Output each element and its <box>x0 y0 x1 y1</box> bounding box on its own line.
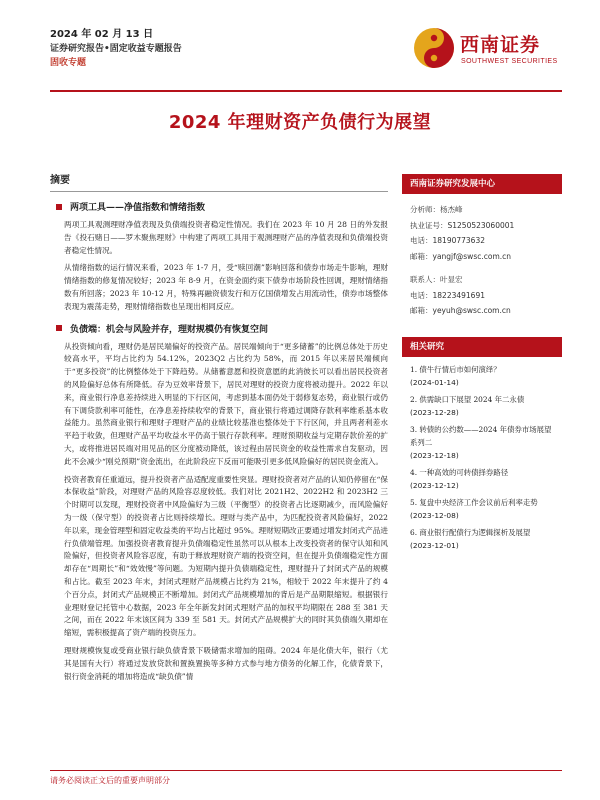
contact-phone: 电话：18223491691 <box>410 290 485 300</box>
related-report-date: (2024-01-14) <box>410 377 459 387</box>
logo-mark-icon <box>412 26 456 70</box>
paragraph: 理财规模恢复或受商业银行缺负债背景下吸储需求增加的阻碍。2024 年是化债大年，银行（尤其是国有大行）将通过发放贷款和置换置换等多种方式参与地方债务的化解工作，化债背景下，银行资金消耗的增加将造成“缺负债”情 <box>64 645 388 681</box>
section-heading-text: 两项工具——净值指数和情绪指数 <box>70 203 206 213</box>
square-bullet-icon <box>56 325 62 331</box>
contact-email[interactable]: 邮箱：yeyuh@swsc.com.cn <box>410 306 511 315</box>
related-report-date: (2023-12-18) <box>410 450 459 460</box>
related-report-date: (2023-12-01) <box>410 540 459 550</box>
analyst-phone: 电话：18190773632 <box>410 236 485 245</box>
related-report-title: 4. 一种高效的可转债择券路径 <box>410 467 509 477</box>
analyst-license: 执业证号：S1250523060001 <box>410 220 515 230</box>
logo-text-en: SOUTHWEST SECURITIES <box>461 58 558 65</box>
section-heading-text: 负债端：机会与风险并存，理财规模仍有恢复空间 <box>70 324 269 335</box>
related-report-title: 5. 复盘中央经济工作会议前后利率走势 <box>410 497 538 507</box>
header-divider <box>50 90 562 92</box>
abstract-divider <box>50 191 388 192</box>
related-report-title: 2. 供需缺口下展望 2024 年二永债 <box>410 394 525 404</box>
related-report-date: (2023-12-12) <box>410 480 459 490</box>
abstract-label: 摘要 <box>50 175 70 186</box>
logo-text-cn: 西南证券 <box>460 34 541 56</box>
related-report-title: 1. 债牛行情后市如何演绎？ <box>410 364 501 374</box>
company-logo <box>412 22 562 76</box>
paragraph: 投资者教育任重道远，提升投资者产品适配度重要性突显。理财投资者对产品的认知仍停留在“保本保收益”阶段，对理财产品的风险容忍度较低。我们对比 2021H2、2022H2 和 2023H2 三个时期可以发现，理财投资者中风险偏好为三级（平衡型）的投资者占比逐期减少，而风险偏好为一级（保守型）的投资者占比则持续增长。理财与类产品中，为匹配投资者风险偏好，2022 年以来，现金管理型和固定收益类的平均占比超过 95%。理财短期改正要通过增发封闭式产品进行负债端管理。加强投资者教育提升负债端稳定性虽然可以从根本上改变投资者的保守认知和风险偏好，但投资者风险容忍度，有助于释放理财资产端的投资空间，但在提升负债端稳定性方面却存在“周期长”和“效效慢”等问题。为短期内提升负债端稳定性，理财提升了封闭式产品的规模和占比。截至 2023 年末，封闭式理财产品规模占比约为 21%，相较于 2022 年末提升了约 4 个百分点，封闭式产品规模正不断增加。封闭式产品规模增加的背后是产品期限缩短。根据银行业理财登记托管中心数据，2023 年全年新发封闭式理财产品的加权平均期限在 288 至 381 天之间，而在 2022 年末该区间为 339 至 581 天。封闭式产品规模扩大的同时其负债端久期却在缩短，需积极提高了资产端的投资压力。 <box>64 474 388 638</box>
related-report[interactable] <box>410 363 558 389</box>
related-research-header: 相关研究 <box>402 337 562 357</box>
research-center-header: 西南证券研究发展中心 <box>402 174 562 194</box>
section-heading-tools <box>50 200 388 213</box>
analyst-email[interactable]: 邮箱：yangjf@swsc.com.cn <box>410 251 512 261</box>
related-report[interactable] <box>410 526 558 552</box>
report-date: 2024 年 02 月 13 日 <box>50 29 154 40</box>
contact-name: 联系人：叶显宏 <box>410 275 463 284</box>
analyst-contacts <box>402 194 562 323</box>
square-bullet-icon <box>56 204 62 210</box>
report-tag: 固收专题 <box>50 58 87 68</box>
footer-disclaimer: 请务必阅读正文后的重要声明部分 <box>50 776 170 785</box>
analyst-name: 分析师：杨杰峰 <box>410 205 463 214</box>
related-report[interactable] <box>410 423 558 462</box>
main-column <box>50 174 388 688</box>
related-report-date: (2023-12-28) <box>410 407 459 417</box>
section-heading-liability <box>50 322 388 335</box>
related-report[interactable] <box>410 466 558 492</box>
report-series: 证券研究报告•固定收益专题报告 <box>50 44 182 54</box>
related-report-title: 3. 转债的公约数——2024 年债券市场展望系列二 <box>410 424 552 447</box>
paragraph: 两项工具观测理财净值表现及负债端投资者稳定性情况。我们在 2023 年 10 月 28 日的外发报告《投石赌日——罗木聚焦理财》中构建了两项工具用于观测理财产品的净值表现和负债端投资者稳定性情况。 <box>64 220 388 255</box>
related-report[interactable] <box>410 393 558 419</box>
related-report-date: (2023-12-08) <box>410 510 459 520</box>
page-title: 2024 年理财资产负债行为展望 <box>168 112 432 133</box>
footer-divider <box>50 770 562 771</box>
sidebar <box>402 174 562 560</box>
related-report-title: 6. 商业银行配债行为逻辑探析及展望 <box>410 527 531 537</box>
paragraph: 从情绪指数的运行情况来看，2023 年 1-7 月，受“赎回潮”影响回落和债券市场走牛影响，理财情绪指数的修复情况较好；2023 年 8-9 月，在资金面约束下债券市场阶段性回调，理财情绪指数有所回落；2023 年 10-12 月，特殊再融资债发行和万亿国债增发占用流动性，债券市场整体表现为震荡走势，理财情绪指数也呈现出相同反应。 <box>64 263 388 311</box>
related-research-list <box>402 357 562 560</box>
related-report[interactable] <box>410 496 558 522</box>
paragraph: 从投资倾向看，理财仍是居民端偏好的投资产品。居民端倾向于“更多储蓄”的比例总体处于历史较高水平，平均占比约为 54.12%，2023Q2 占比约为 58%，而 2015 年以来居民端倾向于“更多投资”的比例整体处于下降趋势。从储蓄意愿和投资意愿的此消彼长可以看出居民投资者的风险偏好总体有所降低。存为豆效率背景下，居民对理财的投资力度将被动提升。2022 年以来，商业银行净息差持续进入明显的下行区间，考虑到基本面仍处于弱修复态势，商业银行或仍有下调贷款利率可能性，在净息差持续收窄的背景下，商业银行将通过调降存款利率维系基本收益能力。虽然商业银行和理财子理财产品的业绩比较基准也整体处于下行区间，并且两者利差水平趋于收敛，但理财产品平均收益水平仍高于银行存款利率。理财预期收益与定期存款价差的扩大，或将推进居民端对用见品的区分度被动降低，该过程由居民资金的收益性需求自发驱动，因此不会减少“刚兑预期”资金流出，在此阶段应下反而可能吸引更多低风险偏好的居民资金流入。 <box>64 341 388 466</box>
report-meta <box>50 28 350 70</box>
